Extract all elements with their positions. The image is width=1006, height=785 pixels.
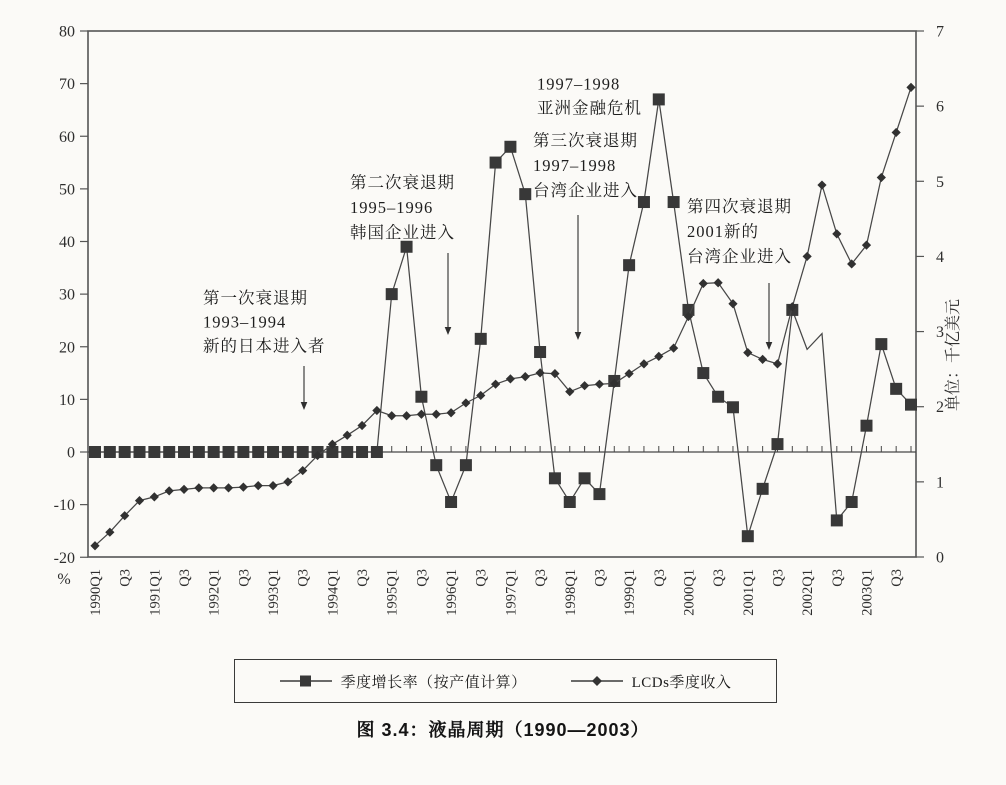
diamond-marker	[343, 431, 352, 440]
square-marker	[119, 446, 131, 458]
diamond-marker	[625, 369, 634, 378]
right-axis-tick-label: 3	[936, 324, 944, 342]
square-marker	[638, 196, 650, 208]
square-marker	[905, 399, 917, 411]
diamond-marker	[906, 83, 915, 92]
x-axis-tick-label: 1999Q1	[622, 569, 639, 616]
x-axis-tick-label: Q3	[473, 569, 490, 587]
x-axis-tick-label: Q3	[117, 569, 134, 587]
square-marker	[237, 446, 249, 458]
annotation-arrowhead	[766, 342, 773, 350]
diamond-marker	[639, 359, 648, 368]
square-marker	[430, 459, 442, 471]
square-marker	[875, 338, 887, 350]
left-axis-tick-label: -20	[53, 549, 75, 567]
square-marker	[356, 446, 368, 458]
square-marker	[504, 141, 516, 153]
diamond-marker	[669, 344, 678, 353]
diamond-marker	[506, 374, 515, 383]
left-axis-tick-label: 30	[59, 286, 75, 304]
left-axis-tick-label: 60	[59, 128, 75, 146]
diamond-marker	[402, 411, 411, 420]
square-marker	[134, 446, 146, 458]
square-marker	[475, 333, 487, 345]
x-axis-tick-label: Q3	[414, 569, 431, 587]
square-marker	[252, 446, 264, 458]
x-axis-tick-label: 2003Q1	[859, 569, 876, 616]
diamond-marker	[743, 348, 752, 357]
diamond-marker	[521, 372, 530, 381]
chart-legend	[234, 659, 777, 703]
square-marker	[178, 446, 190, 458]
x-axis-tick-label: 2000Q1	[681, 569, 698, 616]
diamond-marker	[832, 229, 841, 238]
x-axis-tick-label: Q3	[770, 569, 787, 587]
legend-item-growth-rate	[280, 671, 527, 692]
diamond-marker	[461, 398, 470, 407]
square-marker	[727, 401, 739, 413]
square-marker	[148, 446, 160, 458]
annotation-text: 亚洲金融危机	[537, 98, 642, 118]
right-axis-tick-label: 6	[936, 98, 944, 116]
annotation-text: 1993–1994	[203, 312, 287, 332]
x-axis-tick-label: 1998Q1	[562, 569, 579, 616]
x-axis-tick-label: 2001Q1	[740, 569, 757, 616]
square-series-marker-icon	[280, 674, 332, 688]
square-marker	[519, 188, 531, 200]
right-axis-tick-label: 2	[936, 399, 944, 417]
square-marker	[860, 420, 872, 432]
left-axis-tick-label: -10	[53, 497, 75, 515]
x-axis-tick-label: Q3	[592, 569, 609, 587]
square-marker	[267, 446, 279, 458]
square-marker	[742, 530, 754, 542]
right-axis-tick-label: 0	[936, 549, 944, 567]
square-marker	[757, 483, 769, 495]
diamond-marker	[580, 381, 589, 390]
square-marker	[846, 496, 858, 508]
annotation-text: 1997–1998	[533, 156, 617, 175]
square-marker	[297, 446, 309, 458]
x-axis-tick-label: 1992Q1	[206, 569, 223, 616]
diamond-marker	[224, 483, 233, 492]
square-marker	[653, 93, 665, 105]
square-marker	[623, 259, 635, 271]
diamond-series-marker-icon	[571, 674, 623, 688]
diamond-marker	[446, 408, 455, 417]
square-marker	[163, 446, 175, 458]
x-axis-tick-label: Q3	[295, 569, 312, 587]
diamond-marker	[758, 355, 767, 364]
diamond-marker	[387, 411, 396, 420]
x-axis-tick-label: 1995Q1	[384, 569, 401, 616]
square-marker	[579, 472, 591, 484]
square-marker	[193, 446, 205, 458]
diamond-marker	[283, 477, 292, 486]
annotation-text: 韩国企业进入	[350, 223, 455, 242]
annotation	[533, 131, 638, 340]
diamond-marker	[817, 180, 826, 189]
right-axis-tick-label: 5	[936, 173, 944, 191]
annotation	[350, 173, 455, 335]
square-marker	[564, 496, 576, 508]
square-marker	[534, 346, 546, 358]
annotation-arrowhead	[445, 327, 452, 335]
left-axis-tick-label: 40	[59, 234, 75, 251]
square-marker	[282, 446, 294, 458]
annotation-text: 1995–1996	[350, 198, 434, 217]
diamond-marker	[728, 299, 737, 308]
right-axis	[916, 24, 962, 567]
square-marker	[771, 438, 783, 450]
annotation	[203, 288, 326, 410]
annotation-arrowhead	[301, 402, 308, 410]
x-axis-tick-label: 1994Q1	[325, 569, 342, 616]
left-axis-tick-label: 20	[59, 339, 75, 357]
square-marker	[104, 446, 116, 458]
square-marker	[697, 367, 709, 379]
x-axis-tick-label: Q3	[889, 569, 906, 587]
left-axis-tick-label: 70	[59, 76, 75, 94]
square-marker	[831, 514, 843, 526]
diamond-marker	[179, 485, 188, 494]
square-marker	[415, 391, 427, 403]
figure-caption: 图 3.4：液晶周期（1990—2003）	[356, 720, 650, 740]
diamond-marker	[803, 252, 812, 261]
right-axis-unit-label: 单位：千亿美元	[945, 298, 962, 412]
annotation-text: 第三次衰退期	[533, 131, 638, 150]
square-marker	[668, 196, 680, 208]
x-axis-tick-label: 1996Q1	[444, 569, 461, 616]
x-axis-tick-label: Q3	[355, 569, 372, 587]
annotation-text: 第二次衰退期	[350, 173, 455, 192]
square-marker	[401, 241, 413, 253]
square-marker	[490, 157, 502, 169]
diamond-marker	[595, 380, 604, 389]
x-axis-tick-label: Q3	[829, 569, 846, 587]
left-axis	[54, 24, 88, 589]
diamond-marker	[209, 483, 218, 492]
legend-label-lcd-revenue: LCDs季度收入	[631, 674, 732, 691]
x-axis-tick-label: 1990Q1	[88, 569, 104, 616]
annotation-text: 1997–1998	[537, 74, 621, 94]
diamond-marker	[877, 173, 886, 182]
x-axis-tick-label: 1991Q1	[147, 569, 164, 616]
x-axis-tick-label: Q3	[651, 569, 668, 587]
square-marker	[208, 446, 220, 458]
square-marker	[593, 488, 605, 500]
diamond-marker	[714, 278, 723, 287]
left-axis-tick-label: 50	[59, 181, 75, 199]
diamond-marker	[165, 486, 174, 495]
left-axis-tick-label: 10	[59, 391, 75, 409]
diamond-marker	[432, 410, 441, 419]
square-marker	[341, 446, 353, 458]
annotation-text: 台湾企业进入	[687, 247, 792, 266]
annotation-text: 新的日本进入者	[203, 336, 326, 356]
square-marker	[549, 472, 561, 484]
right-axis-tick-label: 7	[936, 23, 944, 41]
x-axis-labels	[88, 569, 905, 616]
square-marker	[223, 446, 235, 458]
diamond-marker	[254, 481, 263, 490]
x-axis-tick-label: Q3	[711, 569, 728, 587]
diamond-marker	[239, 483, 248, 492]
annotation-text: 台湾企业进入	[533, 181, 638, 200]
x-axis-tick-label: Q3	[533, 569, 550, 587]
square-marker	[371, 446, 383, 458]
x-axis-tick-label: 1997Q1	[503, 569, 520, 616]
annotation-arrowhead	[575, 332, 582, 340]
diamond-marker	[150, 492, 159, 501]
left-axis-unit-label: %	[57, 571, 71, 588]
diamond-marker	[773, 359, 782, 368]
left-axis-tick-label: 80	[59, 23, 75, 41]
x-axis-tick-label: 1993Q1	[266, 569, 283, 616]
annotation-text: 第四次衰退期	[687, 197, 792, 216]
annotation-text: 2001新的	[687, 222, 759, 241]
legend-item-lcd-revenue	[571, 671, 732, 692]
legend-label-growth-rate: 季度增长率（按产值计算）	[340, 674, 527, 691]
square-marker	[386, 288, 398, 300]
right-axis-tick-label: 4	[936, 248, 944, 266]
square-marker	[712, 391, 724, 403]
square-marker	[890, 383, 902, 395]
diamond-marker	[699, 279, 708, 288]
left-axis-tick-label: 0	[67, 444, 75, 462]
square-marker	[460, 459, 472, 471]
x-axis-tick-label: Q3	[236, 569, 253, 587]
x-axis-tick-label: 2002Q1	[800, 569, 817, 616]
square-marker	[89, 446, 101, 458]
right-axis-tick-label: 1	[936, 474, 944, 492]
diamond-marker	[654, 352, 663, 361]
annotation-text: 第一次衰退期	[203, 288, 308, 308]
diamond-marker	[194, 483, 203, 492]
diamond-marker	[892, 128, 901, 137]
x-axis-tick-label: Q3	[177, 569, 194, 587]
square-marker	[445, 496, 457, 508]
annotation	[537, 74, 642, 117]
diamond-marker	[268, 481, 277, 490]
